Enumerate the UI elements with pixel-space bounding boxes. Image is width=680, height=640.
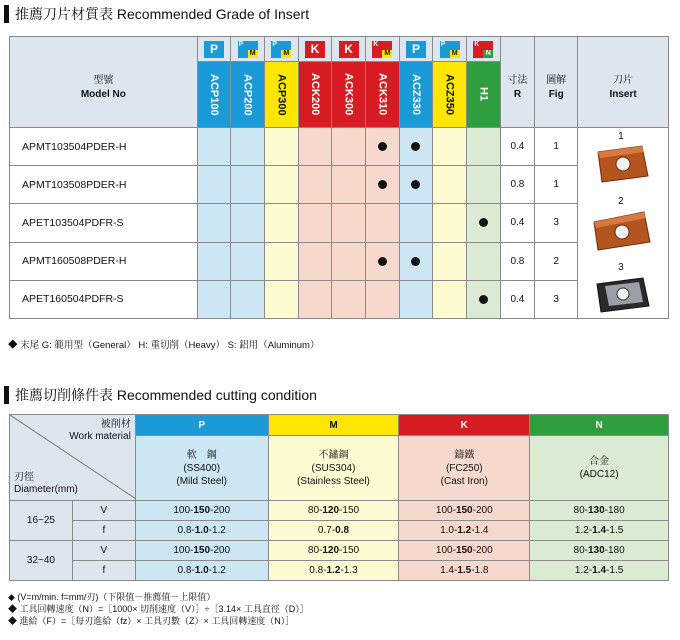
grade-table [9,36,669,319]
grade-cell [197,128,231,166]
cutting-value: 0.8-1.2-1.3 [268,561,399,581]
cutting-value: 100-150-200 [399,501,530,521]
cutting-value: 0.8-1.0-1.2 [135,521,268,541]
recommended-dot-icon [378,142,387,151]
grade-cell [298,166,332,204]
grade-name-ack310: ACK310 [365,62,399,128]
grade-cell [332,280,366,318]
fig-value: 3 [535,204,578,242]
insert-fig3-icon [591,274,653,316]
cutting-value: 100-150-200 [399,541,530,561]
recommended-dot-icon [411,180,420,189]
grade-row [10,280,669,318]
grade-badge-acp300 [265,37,299,62]
cutting-note: ◆ 進給（F）=［每刃進給（fz）× 工具刃數（Z）× 工具回轉速度（N）］ [8,616,295,626]
grade-name-h1: H1 [466,62,500,128]
grade-badge-ack310 [365,37,399,62]
cutting-section-title [4,385,317,405]
recommended-dot-icon [378,257,387,266]
cutting-title-text: 推薦切削條件表 Recommended cutting condition [15,387,317,403]
grade-cell [466,280,500,318]
grade-cell [231,166,265,204]
grade-row [10,204,669,242]
material-desc: 軟 鋼 (SS400) (Mild Steel) [135,436,268,501]
grade-name-acz330: ACZ330 [399,62,433,128]
diameter-value: 32~40 [10,541,73,581]
insert-images [578,128,669,319]
iso-class-icon: P M [271,41,291,58]
grade-cell [433,128,467,166]
grade-cell [298,204,332,242]
size-r-value: 0.8 [500,242,535,280]
material-desc: 鑄鐵 (FC250) (Cast Iron) [399,436,530,501]
insert-fig1-icon [592,142,652,186]
grade-cell [298,128,332,166]
param-label: f [72,521,135,541]
recommended-dot-icon [378,180,387,189]
grade-cell [298,242,332,280]
grade-row [10,166,669,204]
grade-cell [466,166,500,204]
cutting-value: 80-120-150 [268,541,399,561]
cutting-value: 1.4-1.5-1.8 [399,561,530,581]
material-desc: 合金 (ADC12) [530,436,669,501]
grade-cell [365,280,399,318]
size-r-value: 0.4 [500,280,535,318]
recommended-dot-icon [479,295,488,304]
material-code-p: P [135,415,268,436]
grade-cell [399,280,433,318]
grade-cell [466,204,500,242]
iso-class-icon: K M [372,41,392,58]
grade-cell [197,242,231,280]
grade-badge-acz330 [399,37,433,62]
diameter-label: 刃徑 Diameter(mm) [14,472,78,495]
cutting-note: ◆ (V=m/min. f=mm/刃)（下限值－推薦值－上限值） [8,592,216,602]
grade-cell [399,242,433,280]
cutting-value: 0.7-0.8 [268,521,399,541]
grade-name-acp200: ACP200 [231,62,265,128]
cutting-value: 0.8-1.0-1.2 [135,561,268,581]
grade-section-title [4,4,309,24]
cutting-row [10,521,669,541]
grade-cell [399,128,433,166]
grade-cell [332,166,366,204]
diameter-value: 16~25 [10,501,73,541]
cutting-value: 100-150-200 [135,501,268,521]
grade-name-acp100: ACP100 [197,62,231,128]
grade-cell [265,242,299,280]
fig-header: 圖解 Fig [535,37,578,128]
title-bar [4,5,9,23]
iso-class-icon: K [339,41,359,58]
model-number: APMT103504PDER-H [10,128,198,166]
grade-cell [332,242,366,280]
grade-cell [433,280,467,318]
cutting-row [10,501,669,521]
grade-row [10,242,669,280]
recommended-dot-icon [411,257,420,266]
grade-name-ack300: ACK300 [332,62,366,128]
insert-label: 3 [618,262,624,273]
grade-badge-ack300 [332,37,366,62]
cutting-row [10,541,669,561]
grade-cell [365,204,399,242]
grade-cell [466,128,500,166]
cutting-row [10,561,669,581]
grade-badge-h1 [466,37,500,62]
grade-cell [332,128,366,166]
insert-header: 刀片 Insert [578,37,669,128]
cutting-value: 80-130-180 [530,541,669,561]
cutting-value: 1.2-1.4-1.5 [530,521,669,541]
grade-badge-acp100 [197,37,231,62]
title-bar [4,386,9,404]
grade-cell [265,128,299,166]
grade-cell [265,280,299,318]
grade-cell [399,166,433,204]
grade-cell [231,128,265,166]
recommended-dot-icon [479,218,488,227]
fig-value: 2 [535,242,578,280]
grade-name-acp300: ACP300 [265,62,299,128]
grade-badge-ack200 [298,37,332,62]
grade-cell [197,280,231,318]
grade-cell [298,280,332,318]
recommended-dot-icon [411,142,420,151]
grade-cell [197,204,231,242]
material-code-m: M [268,415,399,436]
grade-title-text: 推薦刀片材質表 Recommended Grade of Insert [15,6,310,22]
fig-value: 1 [535,128,578,166]
iso-class-icon: P M [238,41,258,58]
cutting-value: 1.0-1.2-1.4 [399,521,530,541]
iso-class-icon: K [305,41,325,58]
grade-cell [466,242,500,280]
grade-cell [265,166,299,204]
grade-badge-acz350 [433,37,467,62]
material-code-n: N [530,415,669,436]
model-number: APET160504PDFR-S [10,280,198,318]
fig-value: 1 [535,166,578,204]
grade-name-acz350: ACZ350 [433,62,467,128]
work-material-label: 被削材 Work material [69,419,131,442]
corner-header [10,415,136,501]
grade-cell [231,204,265,242]
param-label: V [72,541,135,561]
param-label: V [72,501,135,521]
cutting-table [9,414,669,581]
insert-label: 1 [618,131,624,142]
model-number: APMT103508PDER-H [10,166,198,204]
grade-cell [399,204,433,242]
grade-cell [365,166,399,204]
grade-cell [197,166,231,204]
model-number: APMT160508PDER-H [10,242,198,280]
iso-class-icon: P [406,41,426,58]
insert-label: 2 [618,196,624,207]
material-desc: 不鏽鋼 (SUS304) (Stainless Steel) [268,436,399,501]
iso-class-icon: P M [440,41,460,58]
size-r-value: 0.4 [500,204,535,242]
size-r-value: 0.4 [500,128,535,166]
iso-class-icon: K N [473,41,493,58]
grade-cell [265,204,299,242]
cutting-note: ◆ 工具回轉速度（N）=［1000× 切削速度（V）］÷［3.14× 工具直徑（D）］ [8,604,309,614]
model-header-zh: 型號 [93,75,114,86]
grade-badge-acp200 [231,37,265,62]
grade-cell [433,166,467,204]
cutting-value: 80-130-180 [530,501,669,521]
param-label: f [72,561,135,581]
size-r-value: 0.8 [500,166,535,204]
grade-cell [433,204,467,242]
grade-cell [433,242,467,280]
model-header-en: Model No [80,89,126,100]
insert-fig2-icon [590,208,654,254]
cutting-value: 1.2-1.4-1.5 [530,561,669,581]
fig-value: 3 [535,280,578,318]
grade-note: ◆ 末尾 G: 範用型（General） H: 重切削（Heavy） S: 鋁用（Aluminum） [8,340,320,351]
grade-row [10,128,669,166]
model-number: APET103504PDFR-S [10,204,198,242]
grade-name-ack200: ACK200 [298,62,332,128]
grade-cell [365,242,399,280]
cutting-value: 100-150-200 [135,541,268,561]
grade-cell [332,204,366,242]
grade-cell [231,280,265,318]
cutting-value: 80-120-150 [268,501,399,521]
size-r-header: 寸法 R [500,37,535,128]
model-header [10,37,198,128]
grade-cell [365,128,399,166]
grade-cell [231,242,265,280]
material-code-k: K [399,415,530,436]
iso-class-icon: P [204,41,224,58]
